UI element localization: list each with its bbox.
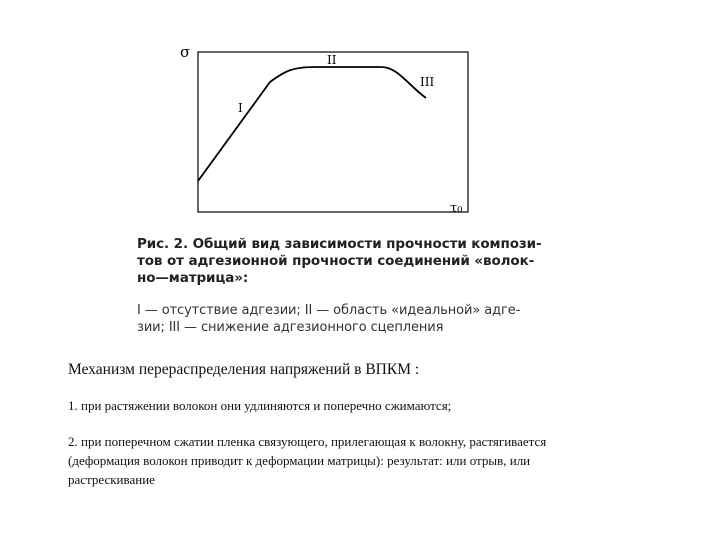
strength-vs-adhesion-figure: [176, 40, 476, 225]
x-axis-label: τ₀: [450, 201, 463, 216]
list-item-2-line: растрескивание: [68, 472, 155, 487]
region-label-I: I: [238, 101, 243, 115]
list-item-2-line: (деформация волокон приводит к деформации матрицы): результат: или отрыв, или: [68, 453, 531, 468]
region-label-III: III: [420, 75, 435, 89]
list-item-2: [68, 432, 688, 489]
list-item-1: 1. при растяжении волокон они удлиняются и поперечно сжимаются;: [68, 398, 452, 413]
strength-curve: [198, 67, 426, 181]
caption-title-line: но—матрица»:: [137, 270, 249, 286]
region-label-II: II: [327, 53, 337, 67]
caption-legend-line: I — отсутствие адгезии; II — область «идеальной» адге-: [137, 303, 521, 318]
caption-title-line: тов от адгезионной прочности соединений «волок-: [137, 253, 535, 269]
figure-caption-title: [137, 236, 542, 287]
figure-caption-legend: [137, 302, 537, 336]
list-item-2-line: 2. при поперечном сжатии пленка связующего, прилегающая к волокну, растягивается: [68, 434, 547, 449]
caption-legend-line: зии; III — снижение адгезионного сцепления: [137, 320, 444, 335]
y-axis-label: σ: [180, 43, 191, 61]
section-heading: Механизм перераспределения напряжений в ВПКМ :: [68, 361, 420, 378]
caption-title-line: Рис. 2. Общий вид зависимости прочности компози-: [137, 236, 542, 252]
